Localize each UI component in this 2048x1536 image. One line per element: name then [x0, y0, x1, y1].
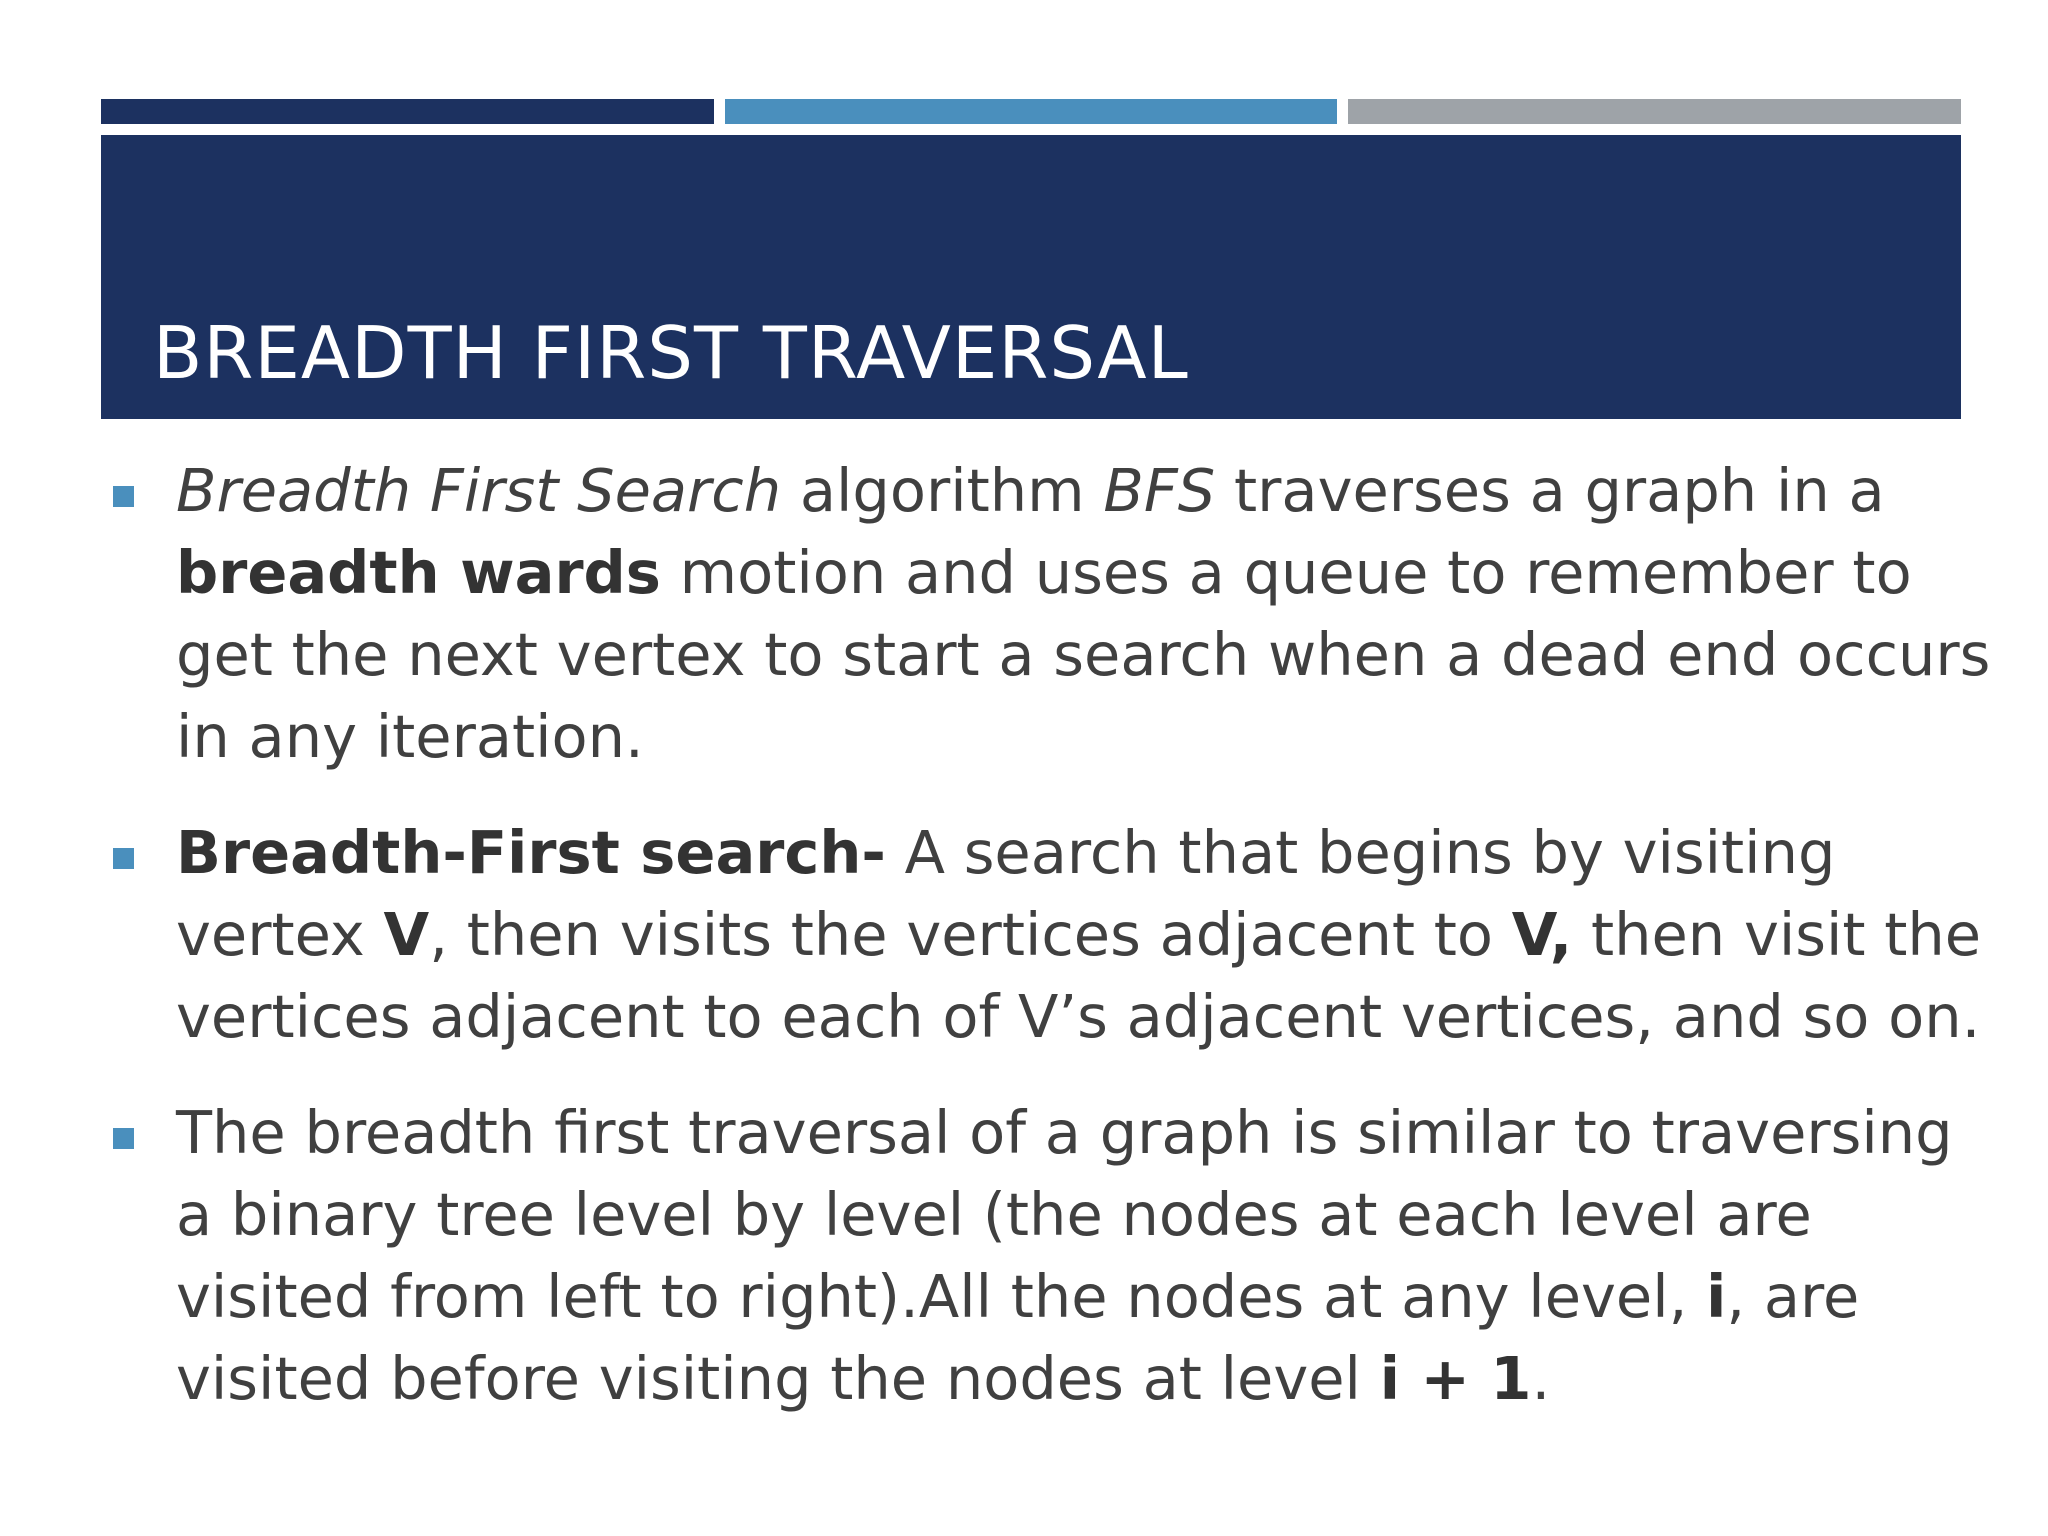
bullet-text-bold: Breadth-First search-: [176, 818, 886, 887]
bullet-text: .: [1531, 1344, 1551, 1413]
bullet-text: , are visited before visiting the nodes at level: [176, 1262, 1860, 1413]
bullet-text: A search that begins by visiting vertex: [176, 818, 1836, 969]
bullet-text-bold: i + 1: [1379, 1344, 1532, 1413]
bullet-text: algorithm: [781, 456, 1104, 525]
square-bullet-icon: [113, 1128, 134, 1149]
bullet-text-bold: i: [1706, 1262, 1727, 1331]
bullet-text-bold: V,: [1511, 900, 1573, 969]
title-banner: [101, 135, 1961, 419]
bullet-text: The breadth first traversal of a graph is similar to traversing a binary tree level by level (the nodes at each level are visited from left to right).All the nodes at any level,: [176, 1098, 1953, 1331]
bullet-text-bold: V: [383, 900, 430, 969]
bullet-text: , then visits the vertices adjacent to: [429, 900, 1512, 969]
bullet-text: traverses a graph in a: [1215, 456, 1885, 525]
square-bullet-icon: [113, 848, 134, 869]
slide-content: [101, 450, 2001, 1454]
square-bullet-icon: [113, 486, 134, 507]
accent-bar-dark: [101, 99, 714, 124]
bullet-text: then visit the vertices adjacent to each of V’s adjacent vertices, and so on.: [176, 900, 1982, 1051]
accent-bar-gray: [1348, 99, 1961, 124]
bullet-item-bfs-definition: [101, 450, 2001, 778]
bullet-text-bold: breadth wards: [176, 538, 661, 607]
bullet-text: motion and uses a queue to remember to get the next vertex to start a search when a dead end occurs in any iteration.: [176, 538, 1991, 771]
accent-bar-blue: [725, 99, 1337, 124]
bullet-text-italic: Breadth First Search: [176, 456, 782, 525]
slide-title: BREADTH FIRST TRAVERSAL: [153, 311, 1189, 395]
bullet-item-bfs-search: [101, 812, 2001, 1058]
bullet-item-level-order: [101, 1092, 2001, 1420]
bullet-text-italic: BFS: [1103, 456, 1216, 525]
